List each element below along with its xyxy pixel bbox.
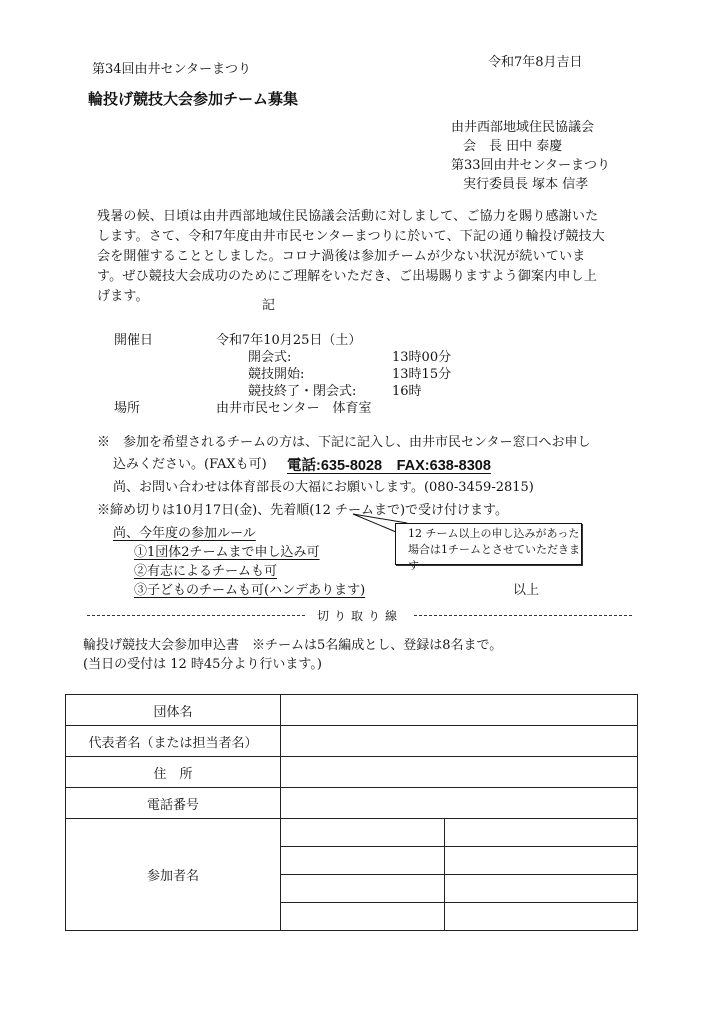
- date-label: 開催日: [114, 333, 154, 348]
- place-value: 由井市民センター 体育室: [216, 401, 372, 416]
- field-label: 団体名: [66, 695, 281, 726]
- participant-input[interactable]: [281, 903, 445, 931]
- cut-line-dash: [87, 615, 305, 616]
- ki-heading: 記: [262, 298, 276, 313]
- participant-input[interactable]: [281, 847, 445, 875]
- group-name-input[interactable]: [281, 695, 638, 726]
- callout-text: 場合は1チームとさせていただきます: [408, 543, 580, 572]
- page-title: 輪投げ競技大会参加チーム募集: [88, 90, 299, 108]
- apply-instructions-cont: 込みください。(FAXも可): [113, 457, 267, 472]
- participant-input[interactable]: [445, 875, 638, 903]
- phone-fax-numbers: 電話:635-8028 FAX:638-8308: [287, 458, 491, 474]
- sender-committee: 第33回由井センターまつり: [451, 158, 611, 173]
- sender-committee-chair: 実行委員長 塚本 信孝: [463, 177, 589, 192]
- schedule-time: 13時00分: [392, 350, 452, 365]
- sender-chair: 会 長 田中 泰慶: [463, 139, 563, 154]
- issue-date: 令和7年8月吉日: [488, 55, 583, 70]
- form-row-representative: [66, 726, 638, 757]
- form-title: 輪投げ競技大会参加申込書 ※チームは5名編成とし、登録は8名まで。: [83, 638, 503, 653]
- date-value: 令和7年10月25日（土）: [216, 333, 362, 348]
- callout-text: 12 チーム以上の申し込みがあった: [408, 527, 580, 540]
- rules-title: 尚、今年度の参加ルール: [113, 526, 256, 541]
- schedule-time: 16時: [392, 384, 422, 399]
- participant-input[interactable]: [445, 819, 638, 847]
- form-row-address: [66, 757, 638, 788]
- form-row-phone: [66, 788, 638, 819]
- form-row-participants: [66, 819, 638, 847]
- schedule-label: 競技終了・閉会式:: [248, 384, 357, 399]
- callout-box: [395, 523, 582, 572]
- participant-input[interactable]: [445, 847, 638, 875]
- schedule-label: 開会式:: [248, 350, 292, 365]
- intro-paragraph: 残暑の候、日頃は由井西部地域住民協議会活動に対しまして、ご協力を賜り感謝いたします。さて、令和7年度由井市民センターまつりに於いて、下記の通り輪投げ競技大会を開催することとしました。コロナ渦後は参加チームが少ない状況が続いています。ぜひ競技大会成功のためにご理解をいただき、ご出場賜りますよう御案内申し上げます。: [97, 209, 605, 304]
- participants-label: 参加者名: [66, 819, 281, 931]
- form-subtitle: (当日の受付は 12 時45分より行います。): [83, 657, 322, 672]
- cut-line-label: 切り取り線: [317, 608, 403, 623]
- cut-line-dash: [414, 615, 632, 616]
- field-label: 電話番号: [66, 788, 281, 819]
- rule-item: ①1団体2チームまで申し込み可: [134, 545, 320, 560]
- schedule-time: 13時15分: [392, 367, 452, 382]
- phone-input[interactable]: [281, 788, 638, 819]
- participant-input[interactable]: [281, 875, 445, 903]
- rule-item: ②有志によるチームも可: [134, 564, 278, 579]
- field-label: 代表者名（または担当者名）: [66, 726, 281, 757]
- form-row-group-name: [66, 695, 638, 726]
- place-label: 場所: [114, 401, 141, 416]
- sender-org: 由井西部地域住民協議会: [451, 120, 595, 135]
- participant-input[interactable]: [281, 819, 445, 847]
- application-form: [65, 694, 638, 931]
- apply-instructions: ※ 参加を希望されるチームの方は、下記に記入し、由井市民センター窓口へお申し: [97, 435, 591, 450]
- address-input[interactable]: [281, 757, 638, 788]
- schedule-label: 競技開始:: [248, 367, 305, 382]
- representative-input[interactable]: [281, 726, 638, 757]
- participant-input[interactable]: [445, 903, 638, 931]
- rule-item: ③子どものチームも可(ハンデあります): [134, 583, 366, 598]
- deadline-note: ※締め切りは10月17日(金)、先着順(12 チームまで)で受け付けます。: [97, 503, 509, 518]
- inquiry-note: 尚、お問い合わせは体育部長の大福にお願いします。(080-3459-2815): [113, 480, 534, 495]
- field-label: 住 所: [66, 757, 281, 788]
- cut-line: [87, 607, 632, 623]
- end-mark: 以上: [513, 583, 540, 598]
- event-name: 第34回由井センターまつり: [92, 62, 252, 77]
